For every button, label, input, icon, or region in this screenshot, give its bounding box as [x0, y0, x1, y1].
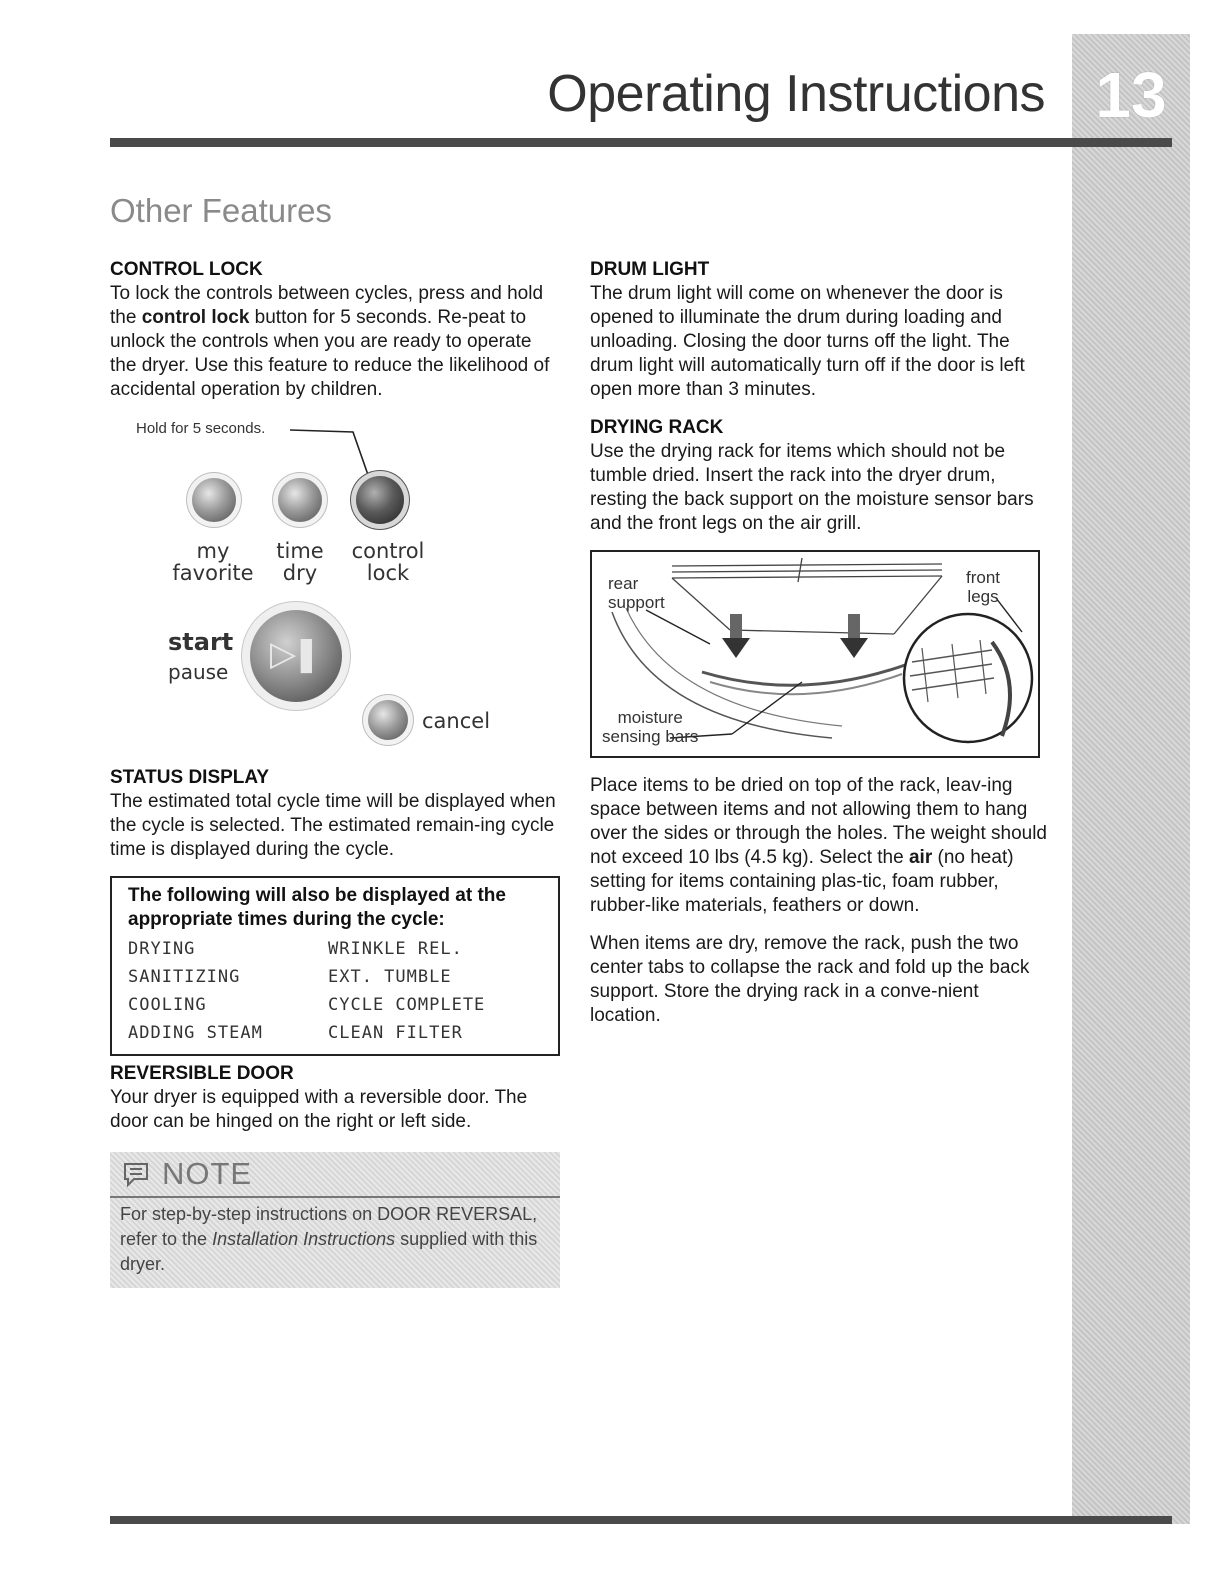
note-header [122, 1156, 252, 1192]
drying-rack-placement-text [590, 774, 1050, 918]
status-message: EXT. TUMBLE [328, 967, 452, 987]
status-message: DRYING [128, 939, 196, 959]
status-message: SANITIZING [128, 967, 241, 987]
drum-light-text: The drum light will come on whenever the door is opened to illuminate the drum during loading and unloading. Closing the door turns off the light. The drum light will automatically turn off if the door is left open more than 3 minutes. [590, 283, 1025, 400]
status-display-section [110, 766, 560, 1056]
control-lock-label-1: control [351, 539, 425, 563]
time-dry-label [260, 540, 340, 584]
right-column [590, 258, 1050, 1042]
cancel-label: cancel [422, 709, 491, 733]
control-lock-label [338, 540, 438, 584]
rear-support-label-2: support [608, 593, 665, 612]
note-text-1: For step-by-step instructions on DOOR REVERSAL, refer to the [120, 1204, 538, 1249]
moisture-label-2: sensing bars [602, 727, 699, 746]
status-message: COOLING [128, 995, 207, 1015]
front-legs-label-2: legs [967, 587, 999, 606]
my-favorite-label-1: my [196, 539, 230, 563]
drying-rack-storage-text: When items are dry, remove the rack, push the two center tabs to collapse the rack and fold up the back support. Store the drying rack in a conve-nient location. [590, 933, 1030, 1026]
note-text [120, 1202, 550, 1277]
status-messages-box [110, 876, 560, 1056]
cancel-button[interactable] [368, 700, 408, 740]
rear-support-label-1: rear [608, 574, 639, 593]
drying-rack-section [590, 416, 1050, 1028]
page-side-tab [1072, 34, 1190, 1524]
control-lock-section [110, 258, 560, 402]
control-lock-label-2: lock [366, 561, 410, 585]
control-lock-button[interactable] [356, 476, 404, 524]
control-panel-illustration [110, 420, 560, 750]
note-rule [110, 1196, 560, 1198]
control-lock-text-2: button for 5 seconds. Re-peat to unlock the controls when you are ready to operate the dryer. Use this feature to reduce the likelihood of accidental operation by children. [110, 307, 550, 400]
control-lock-text-1: To lock the controls between cycles, press and hold the [110, 283, 544, 328]
drying-rack-illustration [590, 550, 1040, 758]
page-number: 13 [1095, 59, 1167, 131]
pause-label: pause [168, 660, 229, 684]
status-display-text: The estimated total cycle time will be displayed when the cycle is selected. The estimated remain-ing cycle time is displayed during the cycle. [110, 791, 556, 860]
status-message: WRINKLE REL. [328, 939, 463, 959]
my-favorite-label [158, 540, 268, 584]
drying-rack-text: Use the drying rack for items which should not be tumble dried. Insert the rack into the dryer drum, resting the back support on the moisture sensor bars and the front legs on the air grill. [590, 441, 1034, 534]
moisture-sensing-bars-label [602, 708, 698, 746]
reversible-door-text: Your dryer is equipped with a reversible door. The door can be hinged on the right or left side. [110, 1087, 528, 1132]
reversible-door-heading: REVERSIBLE DOOR [110, 1063, 294, 1084]
status-message: ADDING STEAM [128, 1023, 263, 1043]
note-icon [122, 1161, 150, 1187]
rear-support-label [608, 574, 665, 612]
header-rule [110, 138, 1172, 147]
control-lock-heading: CONTROL LOCK [110, 259, 263, 280]
placement-text-2: (no heat) setting for items containing plas-tic, foam rubber, rubber-like materials, feathers or down. [590, 847, 1014, 916]
section-title: Other Features [110, 192, 332, 229]
note-text-2: supplied with this dryer. [120, 1229, 538, 1274]
moisture-label-1: moisture [617, 708, 683, 727]
control-lock-text [110, 282, 560, 402]
page-title: Operating Instructions [547, 65, 1045, 123]
footer-rule [110, 1516, 1172, 1524]
front-legs-label-1: front [966, 568, 1001, 587]
start-label: start [168, 628, 234, 656]
status-message: CLEAN FILTER [328, 1023, 463, 1043]
time-dry-button[interactable] [278, 478, 322, 522]
control-lock-bold: control lock [141, 307, 250, 328]
drum-light-section [590, 258, 1050, 402]
front-legs-label [966, 568, 1000, 606]
left-column [110, 258, 560, 1148]
note-title: NOTE [162, 1156, 253, 1191]
placement-text-1: Place items to be dried on top of the rack, leav-ing space between items and not allowing them to hang over the sides or through the holes. The weight should not exceed 10 lbs (4.5 kg). Select the [590, 775, 1047, 868]
placement-bold-air: air [908, 847, 933, 868]
my-favorite-button[interactable] [192, 478, 236, 522]
drying-rack-heading: DRYING RACK [590, 417, 724, 438]
time-dry-label-2: dry [282, 561, 318, 585]
status-messages-grid [128, 936, 544, 1046]
reversible-door-section [110, 1062, 560, 1134]
time-dry-label-1: time [276, 539, 324, 563]
note-italic: Installation Instructions [212, 1229, 396, 1249]
status-display-heading: STATUS DISPLAY [110, 767, 270, 788]
drum-light-heading: DRUM LIGHT [590, 259, 710, 280]
play-pause-icon: ▷❚ [270, 635, 317, 673]
note-box [110, 1152, 560, 1288]
hold-label: Hold for 5 seconds. [136, 420, 266, 437]
status-message: CYCLE COMPLETE [328, 995, 486, 1015]
my-favorite-label-2: favorite [172, 561, 254, 585]
status-box-title: The following will also be displayed at the appropriate times during the cycle: [128, 885, 506, 930]
